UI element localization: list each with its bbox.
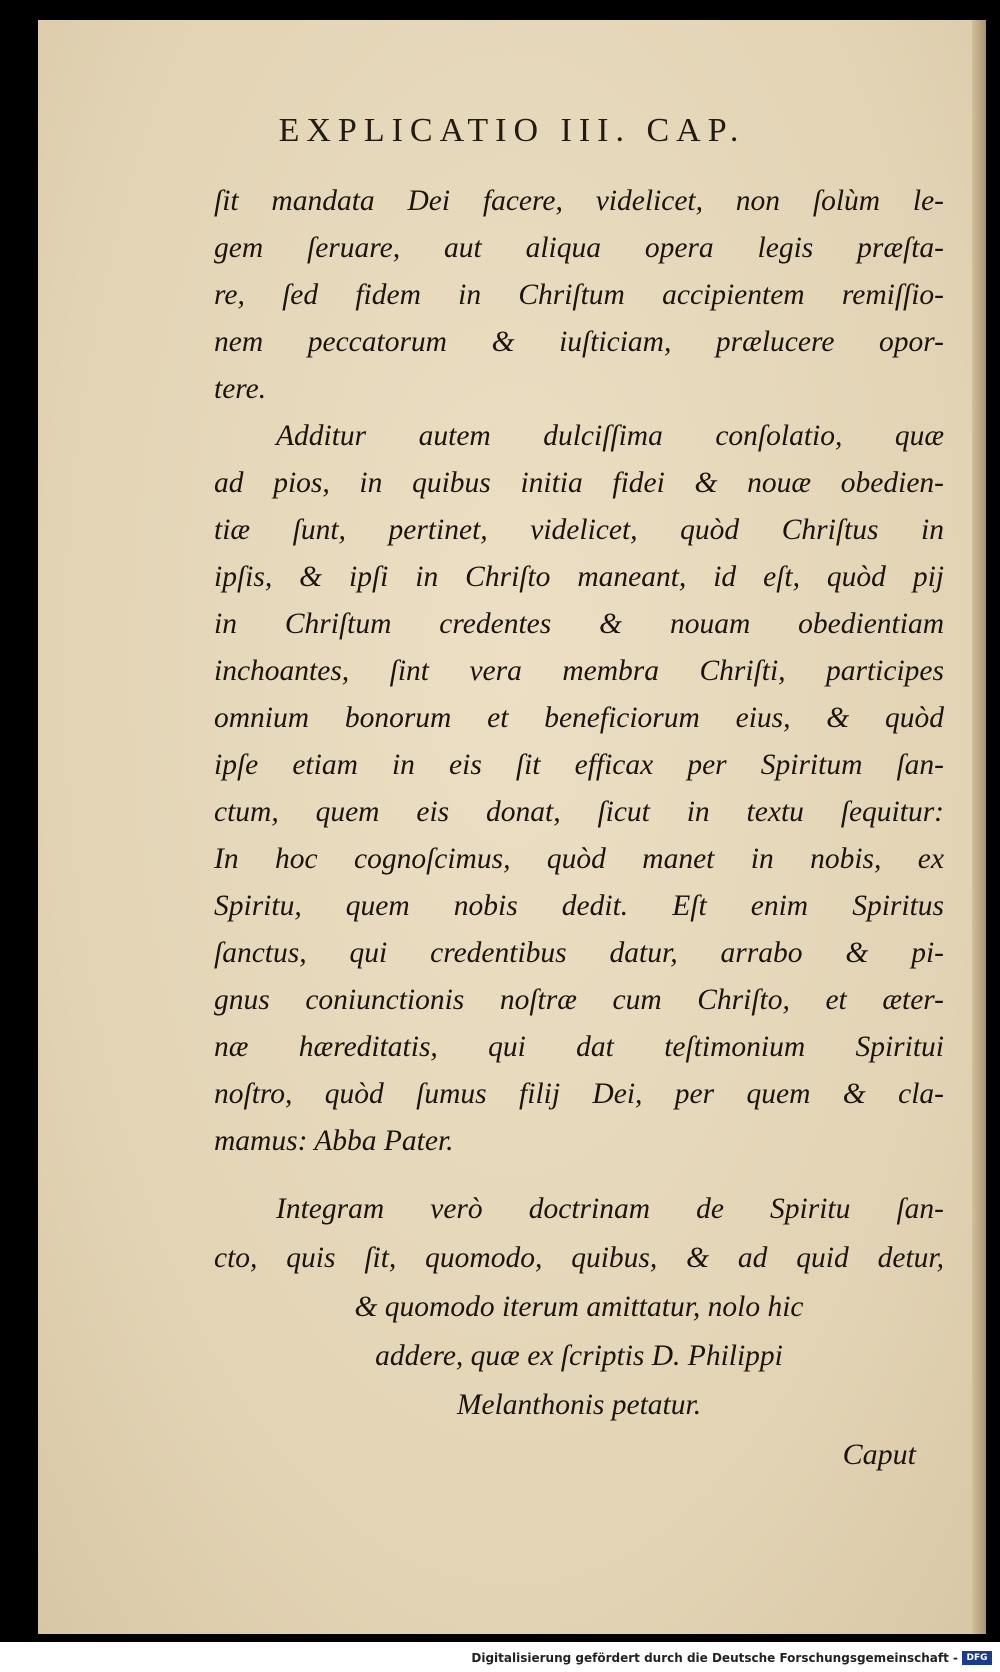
text-line: ipſis, & ipſi in Chriſto maneant, id eſt, quòd pij	[214, 561, 944, 593]
page-edge	[972, 20, 986, 1634]
catchword: Caput	[842, 1438, 916, 1471]
book-page	[38, 20, 986, 1634]
text-line: gem ſeruare, aut aliqua opera legis præſta-	[214, 232, 944, 264]
text-line: cto, quis ſit, quomodo, quibus, & ad quid detur,	[214, 1242, 944, 1274]
text-line: nem peccatorum & iuſticiam, prælucere opor-	[214, 326, 944, 358]
text-line: Melanthonis petatur.	[456, 1389, 702, 1421]
text-line: ipſe etiam in eis ſit efficax per Spiritum ſan-	[214, 749, 944, 781]
text-line: mamus: Abba Pater.	[214, 1125, 454, 1157]
text-line: Additur autem dulciſſima conſolatio, quæ	[276, 420, 944, 452]
text-line: addere, quæ ex ſcriptis D. Philippi	[375, 1340, 783, 1372]
text-line: Integram verò doctrinam de Spiritu ſan-	[276, 1193, 944, 1225]
text-line: In hoc cognoſcimus, quòd manet in nobis, ex	[214, 843, 944, 875]
text-line: næ hæreditatis, qui dat teſtimonium Spiritui	[214, 1031, 944, 1063]
text-line: & quomodo iterum amittatur, nolo hic	[354, 1291, 804, 1323]
text-line: ſanctus, qui credentibus datur, arrabo & pi-	[214, 937, 944, 969]
text-line: in Chriſtum credentes & nouam obedientiam	[214, 608, 944, 640]
text-line: noſtro, quòd ſumus filij Dei, per quem & cla-	[214, 1078, 944, 1110]
text-line: re, ſed fidem in Chriſtum accipientem remiſſio-	[214, 279, 944, 311]
text-line: inchoantes, ſint vera membra Chriſti, participes	[214, 655, 944, 687]
closing-paragraph	[214, 1185, 944, 1430]
footer-credit: Digitalisierung gefördert durch die Deutsche Forschungsgemeinschaft -	[471, 1651, 958, 1665]
text-line: gnus coniunctionis noſtræ cum Chriſto, et æter-	[214, 984, 944, 1016]
running-head: EXPLICATIO III. CAP.	[278, 112, 746, 149]
body-text	[214, 178, 944, 1165]
text-line: tere.	[214, 373, 267, 405]
text-line: Spiritu, quem nobis dedit. Eſt enim Spiritus	[214, 890, 944, 922]
digitization-footer	[0, 1642, 1000, 1672]
text-line: ſit mandata Dei facere, videlicet, non ſolùm le-	[214, 185, 944, 217]
text-line: ctum, quem eis donat, ſicut in textu ſequitur:	[214, 796, 944, 828]
text-line: ad pios, in quibus initia fidei & nouæ obedien-	[214, 467, 944, 499]
text-line: tiæ ſunt, pertinet, videlicet, quòd Chriſtus in	[214, 514, 944, 546]
text-line: omnium bonorum et beneficiorum eius, & quòd	[214, 702, 944, 734]
dfg-logo-icon: DFG	[962, 1651, 992, 1665]
